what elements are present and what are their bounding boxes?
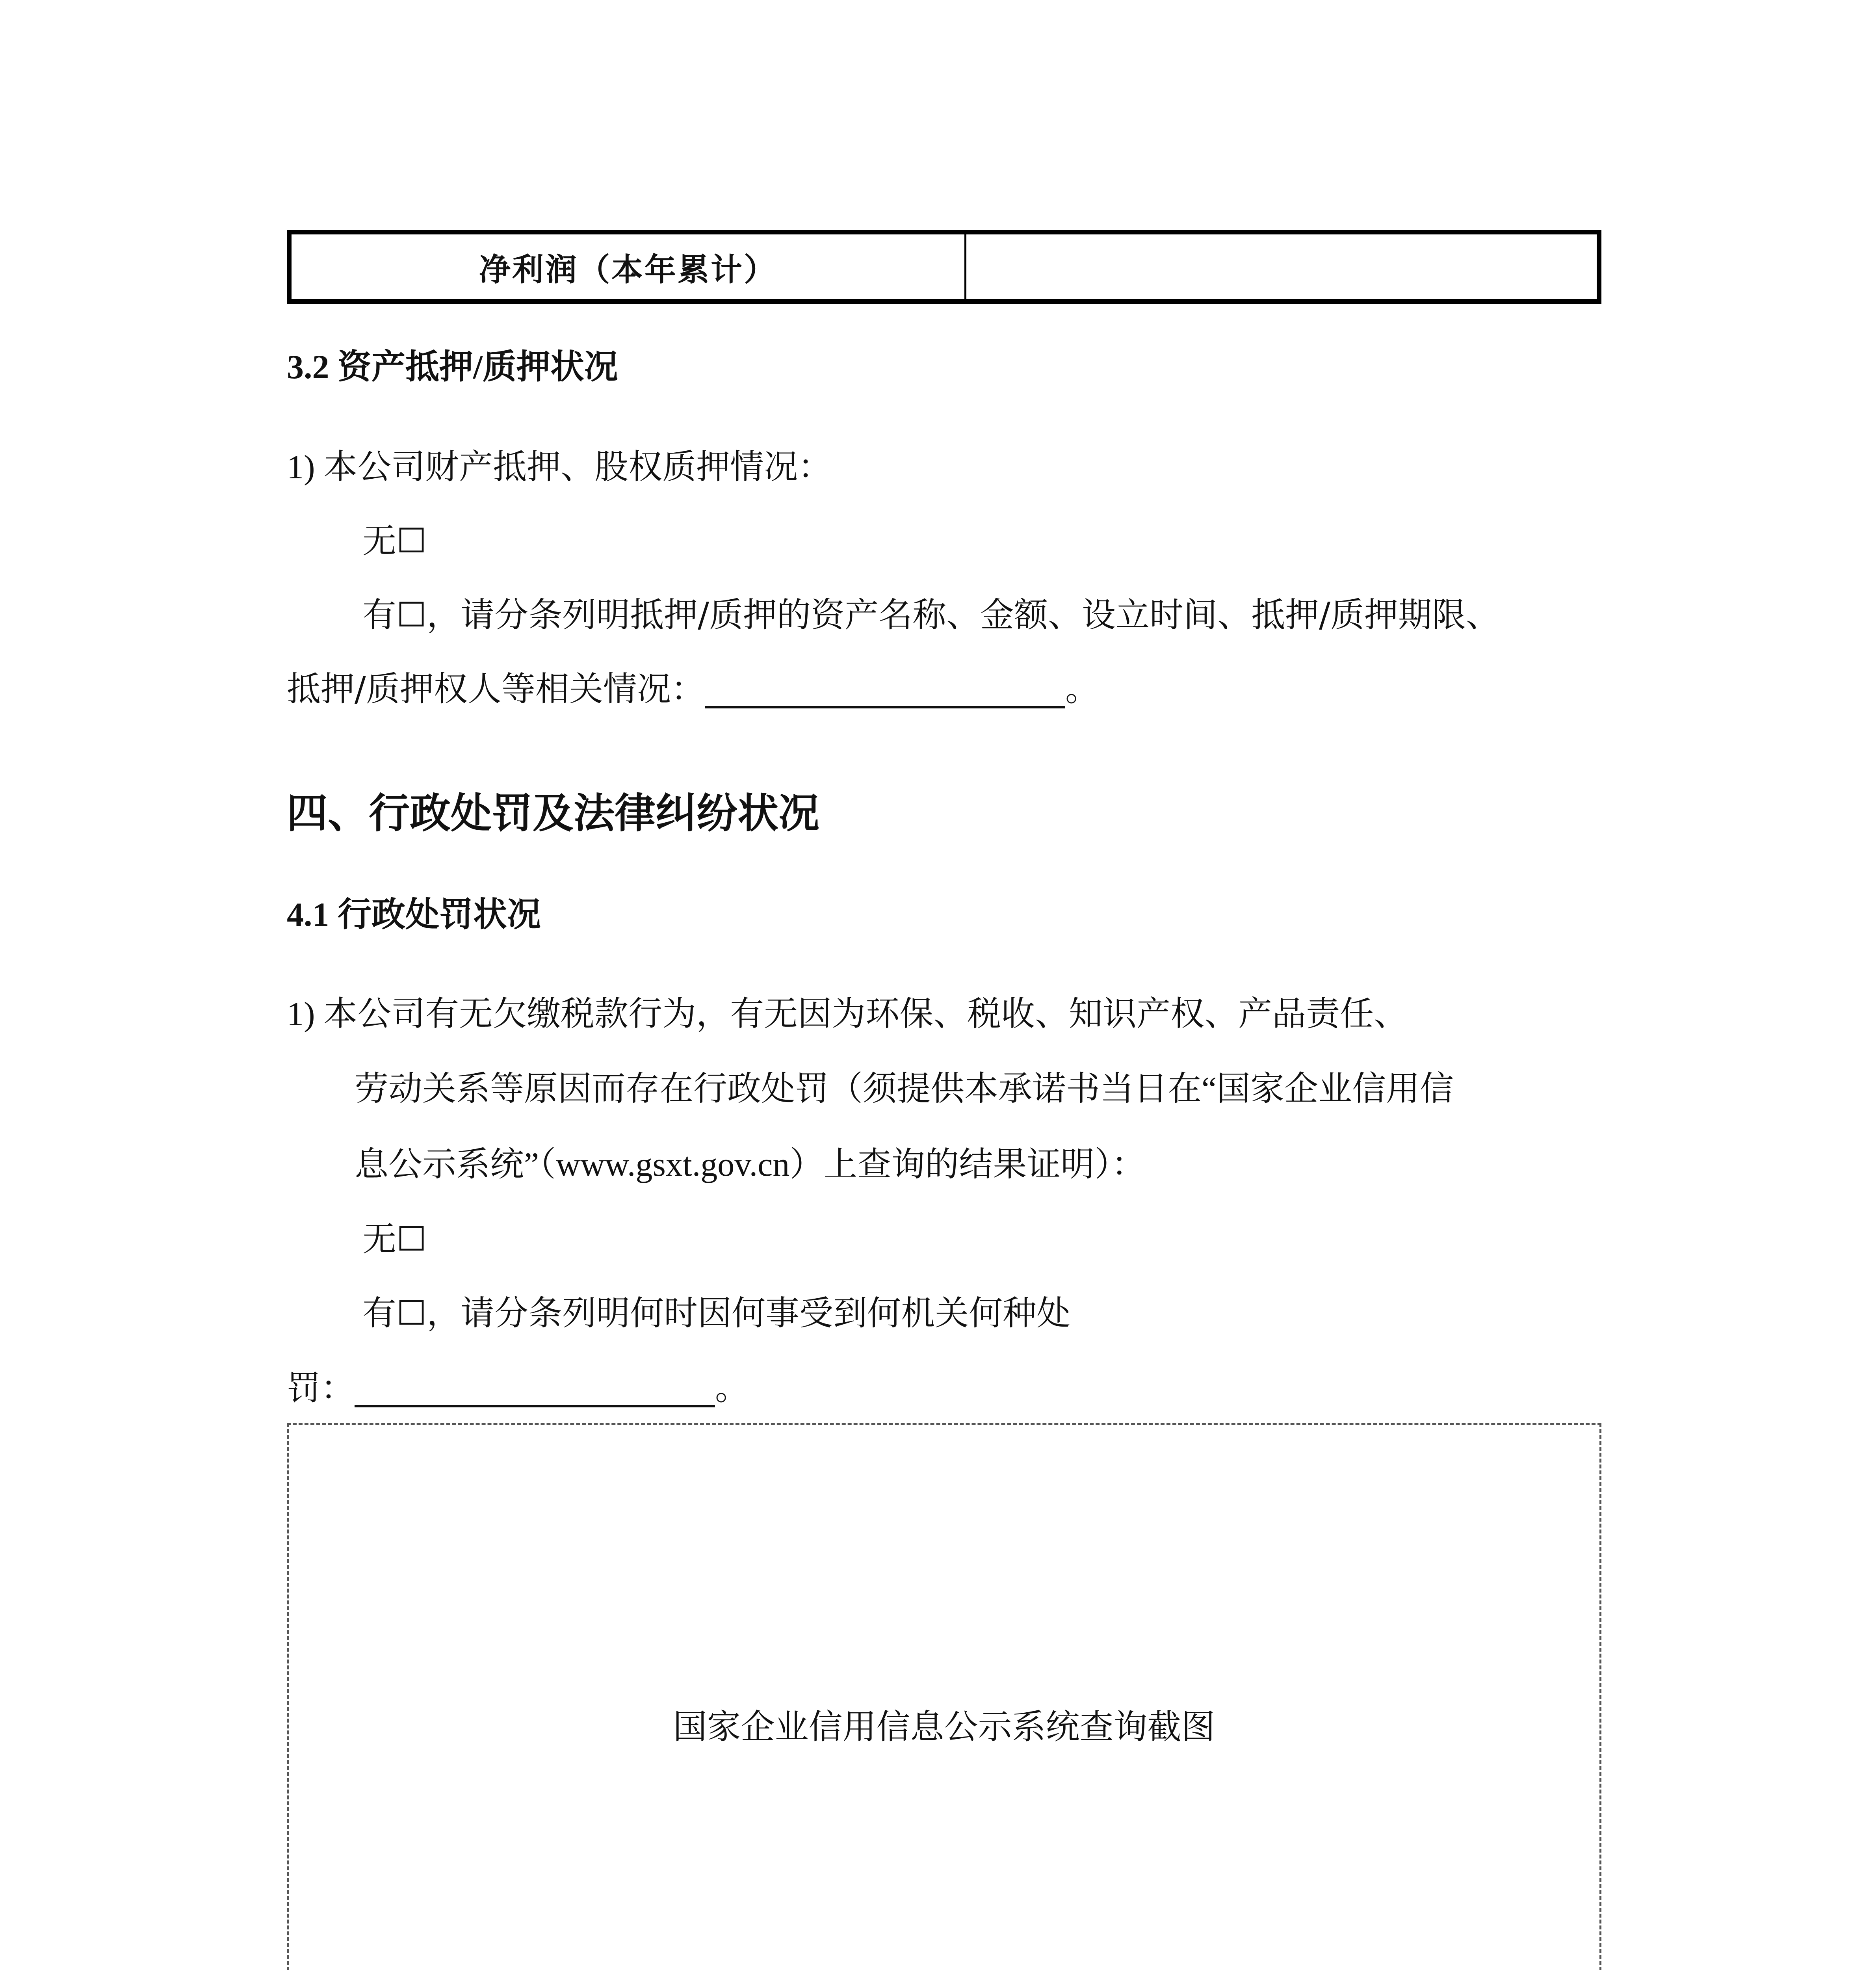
section-4-heading: 四、行政处罚及法律纠纷状况 <box>287 789 820 837</box>
net-profit-table <box>287 230 1601 304</box>
s41-penalty-blank[interactable] <box>355 1371 715 1407</box>
s41-none-checkbox[interactable]: 无☐ <box>362 1219 427 1259</box>
s32-detail-blank[interactable] <box>705 672 1065 708</box>
s32-detail-label: 抵押/质押权人等相关情况： <box>287 669 705 709</box>
net-profit-label-cell <box>292 234 966 299</box>
section-3-2-heading: 3.2 资产抵押/质押状况 <box>287 348 618 386</box>
s41-yes-checkbox[interactable]: 有☐，请分条列明何时因何事受到何机关何种处 <box>362 1294 1071 1333</box>
section-4-1-heading: 4.1 行政处罚状况 <box>287 896 541 933</box>
s32-yes-checkbox[interactable]: 有☐，请分条列明抵押/质押的资产名称、金额、设立时间、抵押/质押期限、 <box>362 595 1500 635</box>
s41-item-1-line-3: 息公示系统”（www.gsxt.gov.cn）上查询的结果证明）： <box>355 1145 1146 1183</box>
s32-detail-line <box>287 669 1099 709</box>
net-profit-label: 净利润（本年累计） <box>479 251 777 288</box>
s41-item-1-line-2: 劳动关系等原因而存在行政处罚（须提供本承诺书当日在“国家企业信用信 <box>355 1070 1454 1108</box>
screenshot-placeholder-box[interactable] <box>287 1423 1601 1970</box>
s41-penalty-end: 。 <box>715 1368 749 1408</box>
s32-item-1: 1) 本公司财产抵押、股权质押情况： <box>287 448 832 486</box>
screenshot-placeholder-label: 国家企业信用信息公示系统查询截图 <box>673 1707 1215 1747</box>
s32-detail-end: 。 <box>1065 669 1099 709</box>
s41-item-1-line-1: 1) 本公司有无欠缴税款行为，有无因为环保、税收、知识产权、产品责任、 <box>287 995 1408 1033</box>
s32-none-checkbox[interactable]: 无☐ <box>362 521 427 561</box>
net-profit-value-cell[interactable] <box>966 234 1597 299</box>
s41-penalty-line <box>287 1368 749 1408</box>
s41-penalty-label: 罚： <box>287 1368 355 1408</box>
